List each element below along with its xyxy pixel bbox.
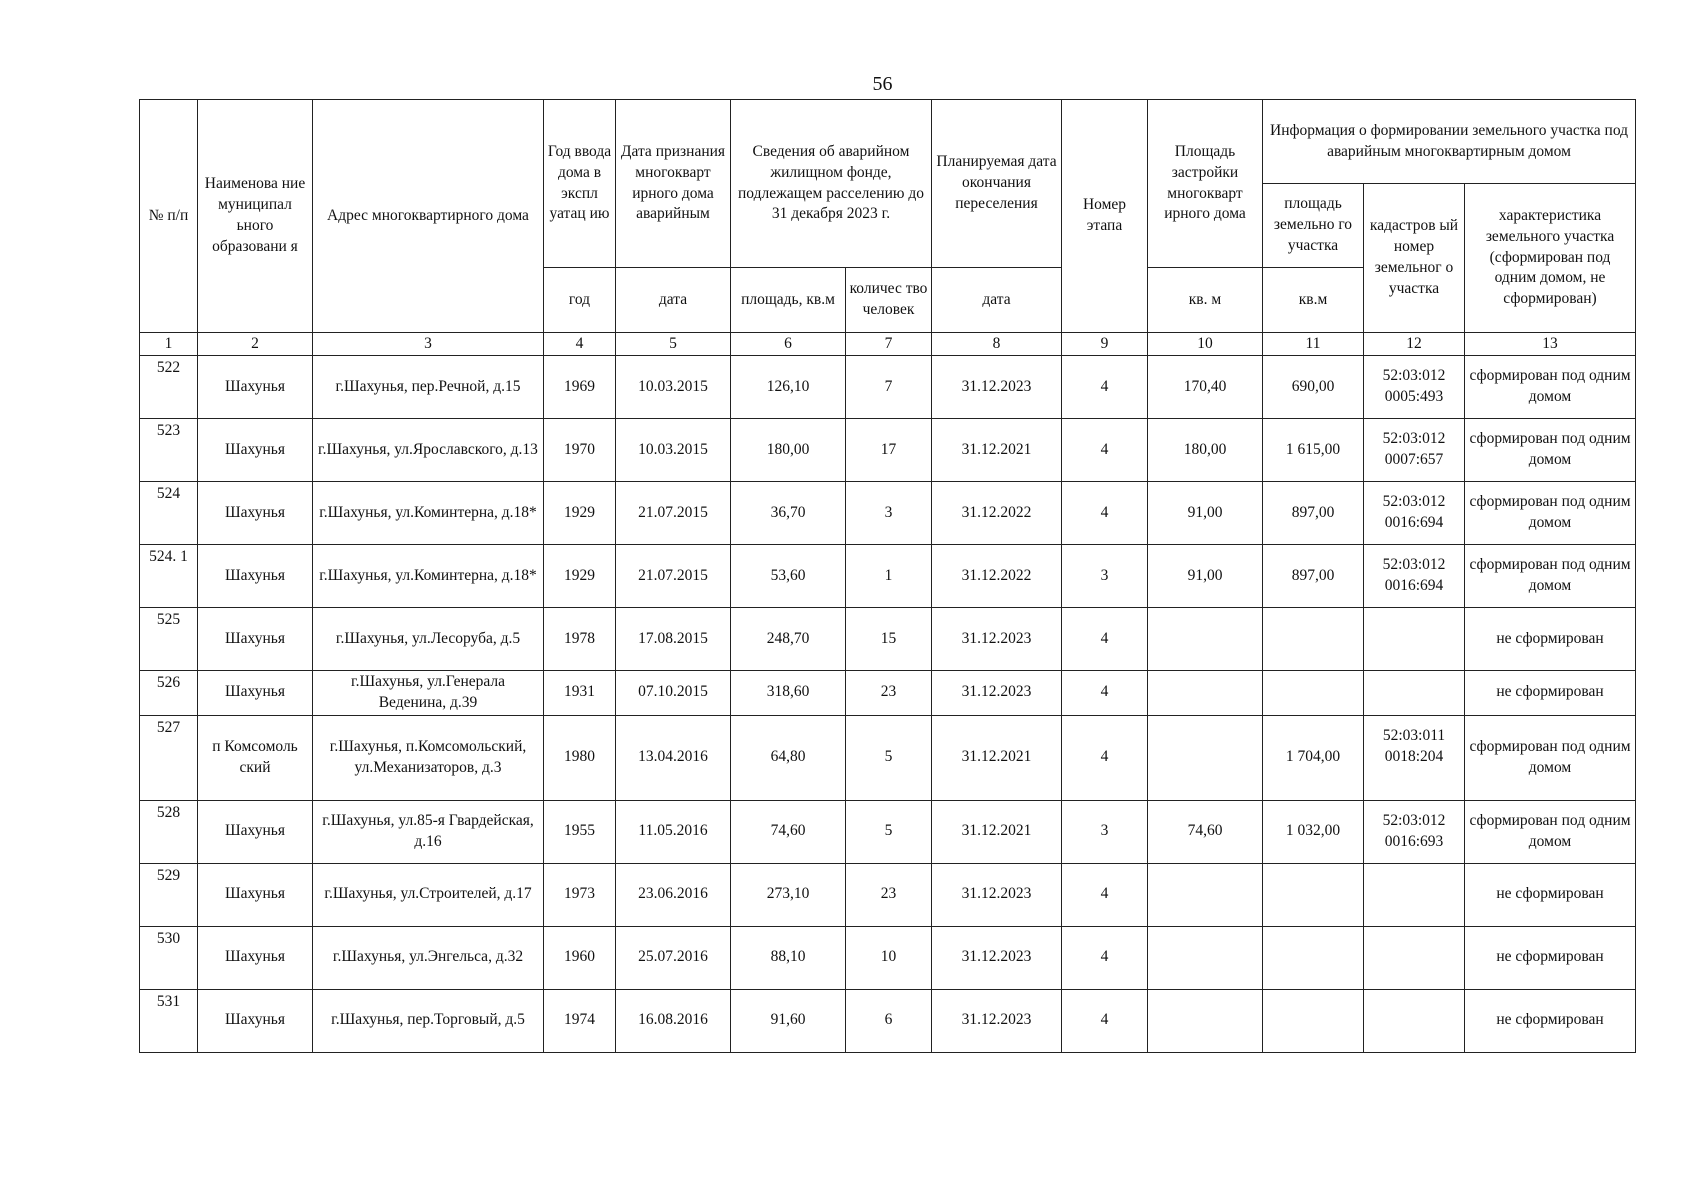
cell-year: 1931 (544, 671, 616, 716)
column-number: 1 (140, 333, 198, 356)
cell-status: не сформирован (1465, 671, 1636, 716)
cell-end-date: 31.12.2023 (932, 671, 1062, 716)
cell-stage: 4 (1062, 863, 1148, 926)
cell-address: г.Шахунья, ул.85-я Гвардейская, д.16 (313, 800, 544, 863)
cell-address: г.Шахунья, п.Комсомольский, ул.Механизаторов, д.3 (313, 715, 544, 800)
cell-build-area: 74,60 (1148, 800, 1263, 863)
cell-build-area: 170,40 (1148, 356, 1263, 419)
column-number: 13 (1465, 333, 1636, 356)
cell-build-area (1148, 608, 1263, 671)
table-row (140, 989, 1636, 1052)
cell-year: 1929 (544, 482, 616, 545)
cell-address: г.Шахунья, ул.Коминтерна, д.18* (313, 545, 544, 608)
cell-build-area (1148, 863, 1263, 926)
cell-area: 53,60 (731, 545, 846, 608)
column-number: 9 (1062, 333, 1148, 356)
cell-people: 6 (846, 989, 932, 1052)
cell-land-area (1263, 926, 1364, 989)
cell-year: 1970 (544, 419, 616, 482)
cell-stage: 4 (1062, 356, 1148, 419)
cell-year: 1980 (544, 715, 616, 800)
cell-year: 1960 (544, 926, 616, 989)
cell-date: 11.05.2016 (616, 800, 731, 863)
column-number: 5 (616, 333, 731, 356)
cell-n: 523 (140, 419, 198, 482)
cell-status: не сформирован (1465, 863, 1636, 926)
column-number-row (140, 333, 1636, 356)
cell-land-area (1263, 608, 1364, 671)
cell-cadastral: 52:03:012 0016:694 (1364, 545, 1465, 608)
cell-cadastral: 52:03:012 0016:693 (1364, 800, 1465, 863)
header-address: Адрес многоквартирного дома (313, 100, 544, 333)
cell-area: 248,70 (731, 608, 846, 671)
cell-municipality: Шахунья (198, 608, 313, 671)
header-unit-year: год (544, 268, 616, 333)
cell-people: 10 (846, 926, 932, 989)
cell-stage: 4 (1062, 419, 1148, 482)
cell-year: 1955 (544, 800, 616, 863)
cell-status: сформирован под одним домом (1465, 715, 1636, 800)
cell-people: 15 (846, 608, 932, 671)
cell-n: 531 (140, 989, 198, 1052)
cell-n: 529 (140, 863, 198, 926)
cell-date: 25.07.2016 (616, 926, 731, 989)
cell-stage: 3 (1062, 800, 1148, 863)
cell-n: 530 (140, 926, 198, 989)
cell-end-date: 31.12.2022 (932, 545, 1062, 608)
cell-cadastral (1364, 671, 1465, 716)
cell-address: г.Шахунья, ул.Строителей, д.17 (313, 863, 544, 926)
cell-cadastral (1364, 863, 1465, 926)
table-row (140, 419, 1636, 482)
cell-address: г.Шахунья, пер.Торговый, д.5 (313, 989, 544, 1052)
cell-people: 23 (846, 671, 932, 716)
cell-area: 318,60 (731, 671, 846, 716)
header-land-group: Информация о формировании земельного участка под аварийным многоквартирным домом (1263, 100, 1636, 184)
cell-build-area (1148, 715, 1263, 800)
cell-municipality: Шахунья (198, 863, 313, 926)
cell-land-area: 897,00 (1263, 482, 1364, 545)
column-number: 12 (1364, 333, 1465, 356)
cell-stage: 4 (1062, 482, 1148, 545)
table-row (140, 863, 1636, 926)
header-cadastral: кадастров ый номер земельног о участка (1364, 184, 1465, 333)
cell-date: 13.04.2016 (616, 715, 731, 800)
cell-municipality: Шахунья (198, 419, 313, 482)
table-row (140, 608, 1636, 671)
header-build-area: Площадь застройки многокварт ирного дома (1148, 100, 1263, 268)
cell-cadastral: 52:03:012 0005:493 (1364, 356, 1465, 419)
cell-end-date: 31.12.2023 (932, 863, 1062, 926)
table-row (140, 356, 1636, 419)
cell-people: 5 (846, 715, 932, 800)
cell-status: сформирован под одним домом (1465, 356, 1636, 419)
header-land-status: характеристика земельного участка (сформирован под одним домом, не сформирован) (1465, 184, 1636, 333)
cell-end-date: 31.12.2023 (932, 989, 1062, 1052)
cell-people: 17 (846, 419, 932, 482)
cell-date: 21.07.2015 (616, 545, 731, 608)
cell-land-area: 1 704,00 (1263, 715, 1364, 800)
cell-stage: 4 (1062, 715, 1148, 800)
cell-cadastral: 52:03:012 0016:694 (1364, 482, 1465, 545)
cell-n: 527 (140, 715, 198, 800)
cell-area: 180,00 (731, 419, 846, 482)
cell-municipality: Шахунья (198, 671, 313, 716)
cell-municipality: Шахунья (198, 356, 313, 419)
cell-people: 7 (846, 356, 932, 419)
cell-area: 126,10 (731, 356, 846, 419)
cell-area: 91,60 (731, 989, 846, 1052)
cell-land-area: 690,00 (1263, 356, 1364, 419)
cell-municipality: Шахунья (198, 482, 313, 545)
table-body (140, 356, 1636, 1053)
table-row (140, 671, 1636, 716)
column-number: 11 (1263, 333, 1364, 356)
cell-address: г.Шахунья, ул.Энгельса, д.32 (313, 926, 544, 989)
cell-year: 1974 (544, 989, 616, 1052)
header-unit-people: количес тво человек (846, 268, 932, 333)
cell-address: г.Шахунья, ул.Лесоруба, д.5 (313, 608, 544, 671)
cell-status: сформирован под одним домом (1465, 419, 1636, 482)
header-unit-land-sqm: кв.м (1263, 268, 1364, 333)
cell-date: 10.03.2015 (616, 419, 731, 482)
cell-municipality: Шахунья (198, 800, 313, 863)
cell-build-area: 91,00 (1148, 482, 1263, 545)
cell-build-area (1148, 671, 1263, 716)
cell-municipality: Шахунья (198, 989, 313, 1052)
cell-address: г.Шахунья, ул.Коминтерна, д.18* (313, 482, 544, 545)
cell-date: 17.08.2015 (616, 608, 731, 671)
cell-area: 74,60 (731, 800, 846, 863)
column-number: 8 (932, 333, 1062, 356)
header-n: № п/п (140, 100, 198, 333)
cell-area: 273,10 (731, 863, 846, 926)
cell-year: 1973 (544, 863, 616, 926)
cell-date: 07.10.2015 (616, 671, 731, 716)
cell-status: не сформирован (1465, 608, 1636, 671)
cell-cadastral (1364, 989, 1465, 1052)
cell-status: сформирован под одним домом (1465, 482, 1636, 545)
header-unit-area: площадь, кв.м (731, 268, 846, 333)
cell-end-date: 31.12.2022 (932, 482, 1062, 545)
cell-people: 5 (846, 800, 932, 863)
cell-end-date: 31.12.2023 (932, 608, 1062, 671)
cell-n: 522 (140, 356, 198, 419)
cell-end-date: 31.12.2021 (932, 715, 1062, 800)
header-land-area: площадь земельно го участка (1263, 184, 1364, 268)
cell-land-area: 897,00 (1263, 545, 1364, 608)
header-unit-date: дата (616, 268, 731, 333)
cell-n: 524 (140, 482, 198, 545)
table-row (140, 715, 1636, 800)
cell-area: 36,70 (731, 482, 846, 545)
column-number: 4 (544, 333, 616, 356)
cell-status: сформирован под одним домом (1465, 545, 1636, 608)
cell-municipality: Шахунья (198, 926, 313, 989)
table-row (140, 545, 1636, 608)
cell-land-area: 1 032,00 (1263, 800, 1364, 863)
table-row (140, 800, 1636, 863)
cell-cadastral (1364, 608, 1465, 671)
header-stage: Номер этапа (1062, 100, 1148, 333)
table-row (140, 482, 1636, 545)
cell-stage: 4 (1062, 989, 1148, 1052)
cell-end-date: 31.12.2021 (932, 419, 1062, 482)
cell-date: 16.08.2016 (616, 989, 731, 1052)
cell-year: 1929 (544, 545, 616, 608)
column-number: 10 (1148, 333, 1263, 356)
cell-build-area (1148, 989, 1263, 1052)
cell-status: не сформирован (1465, 926, 1636, 989)
cell-people: 23 (846, 863, 932, 926)
cell-status: не сформирован (1465, 989, 1636, 1052)
cell-end-date: 31.12.2021 (932, 800, 1062, 863)
cell-year: 1978 (544, 608, 616, 671)
cell-n: 526 (140, 671, 198, 716)
table-header (140, 100, 1636, 356)
cell-n: 528 (140, 800, 198, 863)
cell-address: г.Шахунья, пер.Речной, д.15 (313, 356, 544, 419)
cell-build-area: 91,00 (1148, 545, 1263, 608)
cell-cadastral: 52:03:012 0007:657 (1364, 419, 1465, 482)
cell-status: сформирован под одним домом (1465, 800, 1636, 863)
cell-n: 525 (140, 608, 198, 671)
header-unit-end-date: дата (932, 268, 1062, 333)
header-unit-sqm: кв. м (1148, 268, 1263, 333)
cell-area: 88,10 (731, 926, 846, 989)
cell-address: г.Шахунья, ул.Ярославского, д.13 (313, 419, 544, 482)
cell-stage: 4 (1062, 608, 1148, 671)
cell-area: 64,80 (731, 715, 846, 800)
header-municipality: Наименова ние муниципал ьного образовани я (198, 100, 313, 333)
cell-build-area (1148, 926, 1263, 989)
cell-people: 3 (846, 482, 932, 545)
page-number: 56 (872, 73, 893, 95)
cell-stage: 4 (1062, 671, 1148, 716)
cell-cadastral (1364, 926, 1465, 989)
cell-municipality: Шахунья (198, 545, 313, 608)
cell-end-date: 31.12.2023 (932, 356, 1062, 419)
header-year-built: Год ввода дома в экспл уатац ию (544, 100, 616, 268)
cell-stage: 4 (1062, 926, 1148, 989)
cell-stage: 3 (1062, 545, 1148, 608)
cell-land-area (1263, 989, 1364, 1052)
cell-n: 524. 1 (140, 545, 198, 608)
cell-people: 1 (846, 545, 932, 608)
header-planned-end: Планируемая дата окончания переселения (932, 100, 1062, 268)
cell-build-area: 180,00 (1148, 419, 1263, 482)
cell-address: г.Шахунья, ул.Генерала Веденина, д.39 (313, 671, 544, 716)
cell-cadastral: 52:03:011 0018:204 (1364, 715, 1465, 800)
column-number: 2 (198, 333, 313, 356)
header-declared-date: Дата признания многокварт ирного дома аварийным (616, 100, 731, 268)
cell-land-area (1263, 863, 1364, 926)
cell-date: 23.06.2016 (616, 863, 731, 926)
cell-land-area: 1 615,00 (1263, 419, 1364, 482)
column-number: 3 (313, 333, 544, 356)
cell-municipality: п Комсомоль ский (198, 715, 313, 800)
cell-date: 21.07.2015 (616, 482, 731, 545)
emergency-housing-table (139, 99, 1636, 1053)
column-number: 7 (846, 333, 932, 356)
cell-date: 10.03.2015 (616, 356, 731, 419)
cell-end-date: 31.12.2023 (932, 926, 1062, 989)
column-number: 6 (731, 333, 846, 356)
cell-land-area (1263, 671, 1364, 716)
table-row (140, 926, 1636, 989)
header-fund-group: Сведения об аварийном жилищном фонде, подлежащем расселению до 31 декабря 2023 г. (731, 100, 932, 268)
cell-year: 1969 (544, 356, 616, 419)
